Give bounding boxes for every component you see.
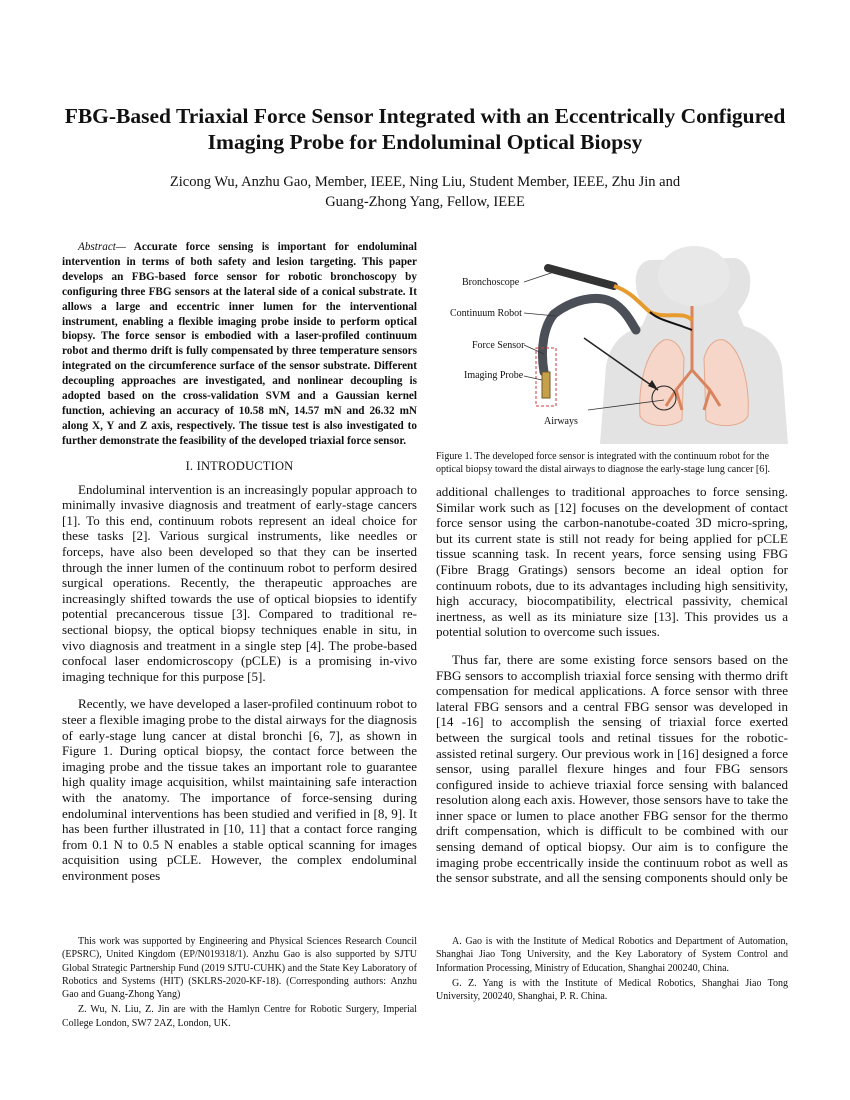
body-paragraph: additional challenges to traditional approaches to force sensing. Similar work such as [12] focuses on the development of contact force sensor using the carbon-nanotube-coated 3D micro-spring, but its current state is still not ready for being applied for pCLE tissue scanning task. In recent years, force sensing using FBG (Fibre Bragg Gratings) sensors become an ideal option for continuum robots, due to its advantages including high sensitivity, high accuracy, biocompatibility, electrical passivity, chemical inertness, as well as its miniature size [13]. This provides us a potential solution to overcome such issues. bbox=[436, 484, 788, 640]
figure-1 bbox=[436, 240, 788, 444]
bronchoscope-body bbox=[548, 268, 614, 286]
paper-title: FBG-Based Triaxial Force Sensor Integrated with an Eccentrically Configured Imaging Probe for Endoluminal Optical Biopsy bbox=[64, 104, 786, 154]
leader-bronchoscope bbox=[524, 272, 554, 282]
body-paragraph: Thus far, there are some existing force sensors based on the FBG sensors to accomplish triaxial force sensing with thermo drift compensation for medical applications. A force sensor with three lateral FBG sensors and a central FBG sensor was developed in [14 -16] to accomplish the sensing of triaxial force exerted between the surgical tools and retinal tissues for the robotic-assisted retinal surgery. Our previous work in [16] designed a force sensor, using parallel flexure hinges and four FBG sensors configured inside to achieve triaxial force sensing with balanced resolution along each axis. However, those sensors have to take the inner space or lumen to place another FBG sensor for the thermo drift compensation, which is difficult to be combined with our sensing demand of optical biopsy. Our aim is to configure the imaging probe eccentrically inside the continuum robot as well as the sensor substrate, and all the sensing components should only be bbox=[436, 651, 788, 886]
body-paragraph: Recently, we have developed a laser-profiled continuum robot to steer a flexible imaging probe to the distal airways for the diagnosis of early-stage lung cancer at distal bronchi [6, 7], as shown in Figure 1. During optical biopsy, the contact force between the imaging probe and the tissue takes an important role to guarantee high quality image acquisition, whilst maintaining safe interaction with the anatomy. The importance of force-sensing during endoluminal interventions has been studied and verified in [8, 9]. It has been further illustrated in [10, 11] that a contact force ranging from 0.1 N to 0.5 N enables a stable optical scanning for images acquisition using pCLE. However, the complex endoluminal environment poses bbox=[62, 696, 417, 883]
continuum-robot bbox=[554, 298, 636, 330]
author-line-2: Guang-Zhong Yang, Fellow, IEEE bbox=[325, 194, 525, 210]
continuum-robot-lower bbox=[542, 314, 554, 372]
author-list bbox=[110, 172, 740, 212]
imaging-probe-tip bbox=[542, 372, 550, 398]
abstract-text: Accurate force sensing is important for endoluminal intervention in terms of both safety and lesion targeting. This paper develops an FBG-based force sensor for robotic bronchoscopy by configuring three FBG sensors at the lateral side of a conical substrate. It allows a large and eccentric inner lumen for the interventional instrument, enabling a flexible imaging probe inside to perform optical biopsy. The force sensor is embodied with a laser-profiled continuum robot and thermo drift is fully compensated by three temperature sensors integrated on the circumference surface of the sensor substrate. Different decoupling approaches are investigated, and nonlinear decoupling is adopted based on the cross-validation SVM and a Gaussian kernel function, achieving an accuracy of 10.58 mN, 14.57 mN and 26.32 mN along X, Y and Z axis, respectively. The tissue test is also investigated to further demonstrate the feasibility of the developed triaxial force sensor. bbox=[62, 241, 417, 447]
head-silhouette bbox=[658, 246, 730, 306]
footnote-funding: This work was supported by Engineering and Physical Sciences Research Council (EPSRC), United Kingdom (EP/N019318/1). Anzhu Gao is also supported by SJTU Global Strategic Partnership Fund (2019 SJTU-CUHK) and the State Key Laboratory of Robotics and Systems (HIT) (SKLRS-2020-KF-18). (Corresponding authors: Anzhu Gao and Guang-Zhong Yang) bbox=[62, 936, 417, 1001]
leader-imaging-probe bbox=[524, 376, 542, 380]
label-airways: Airways bbox=[544, 416, 578, 427]
footnotes-left bbox=[62, 935, 417, 1032]
label-continuum-robot: Continuum Robot bbox=[450, 308, 522, 319]
label-force-sensor: Force Sensor bbox=[472, 340, 525, 351]
author-line-1: Zicong Wu, Anzhu Gao, Member, IEEE, Ning Liu, Student Member, IEEE, Zhu Jin and bbox=[169, 174, 681, 190]
footnote-affiliation-yang: G. Z. Yang is with the Institute of Medical Robotics, Shanghai Jiao Tong University, 200240, Shanghai, P. R. China. bbox=[436, 977, 788, 1003]
footnote-affiliation-gao: A. Gao is with the Institute of Medical Robotics and Department of Automation, Shanghai Jiao Tong University, and the Key Laboratory of System Control and Information Processing, Ministry of Education, Shanghai 200240, China. bbox=[436, 936, 788, 974]
abstract-lead: Abstract— bbox=[78, 241, 126, 253]
figure-1-caption: Figure 1. The developed force sensor is integrated with the continuum robot for the optical biopsy toward the distal airways to diagnose the early-stage lung cancer [6]. bbox=[436, 451, 771, 475]
label-bronchoscope: Bronchoscope bbox=[462, 277, 520, 288]
footnotes-right bbox=[436, 935, 788, 1005]
abstract bbox=[62, 240, 417, 449]
right-column bbox=[436, 240, 788, 898]
body-paragraph: Endoluminal intervention is an increasingly popular approach to minimally invasive diagnosis and treatment of early-stage cancers [1]. To this end, continuum robots represent an ideal choice for these tasks [2]. Various surgical instruments, like needles or forceps, have also been developed so that they can be inserted through the inner lumen of the continuum robot to perform desired surgical operations. Recently, the therapeutic approaches are increasingly shifted towards the use of optical biopsies to identify potential precancerous tissue [3]. Compared to traditional re-sectional biopsy, the optical biopsy techniques enable in situ, in vivo diagnosis and treatment in a single step [4]. The probe-based confocal laser endomicroscopy (pCLE) is a promising in-vivo imaging technique for this purpose [5]. bbox=[62, 481, 417, 684]
footnote-affiliation-hamlyn: Z. Wu, N. Liu, Z. Jin are with the Hamlyn Centre for Robotic Surgery, Imperial College London, SW7 2AZ, London, UK. bbox=[62, 1004, 417, 1029]
section-heading-introduction: I. INTRODUCTION bbox=[185, 458, 294, 473]
label-imaging-probe: Imaging Probe bbox=[464, 370, 524, 381]
left-column bbox=[62, 240, 417, 896]
